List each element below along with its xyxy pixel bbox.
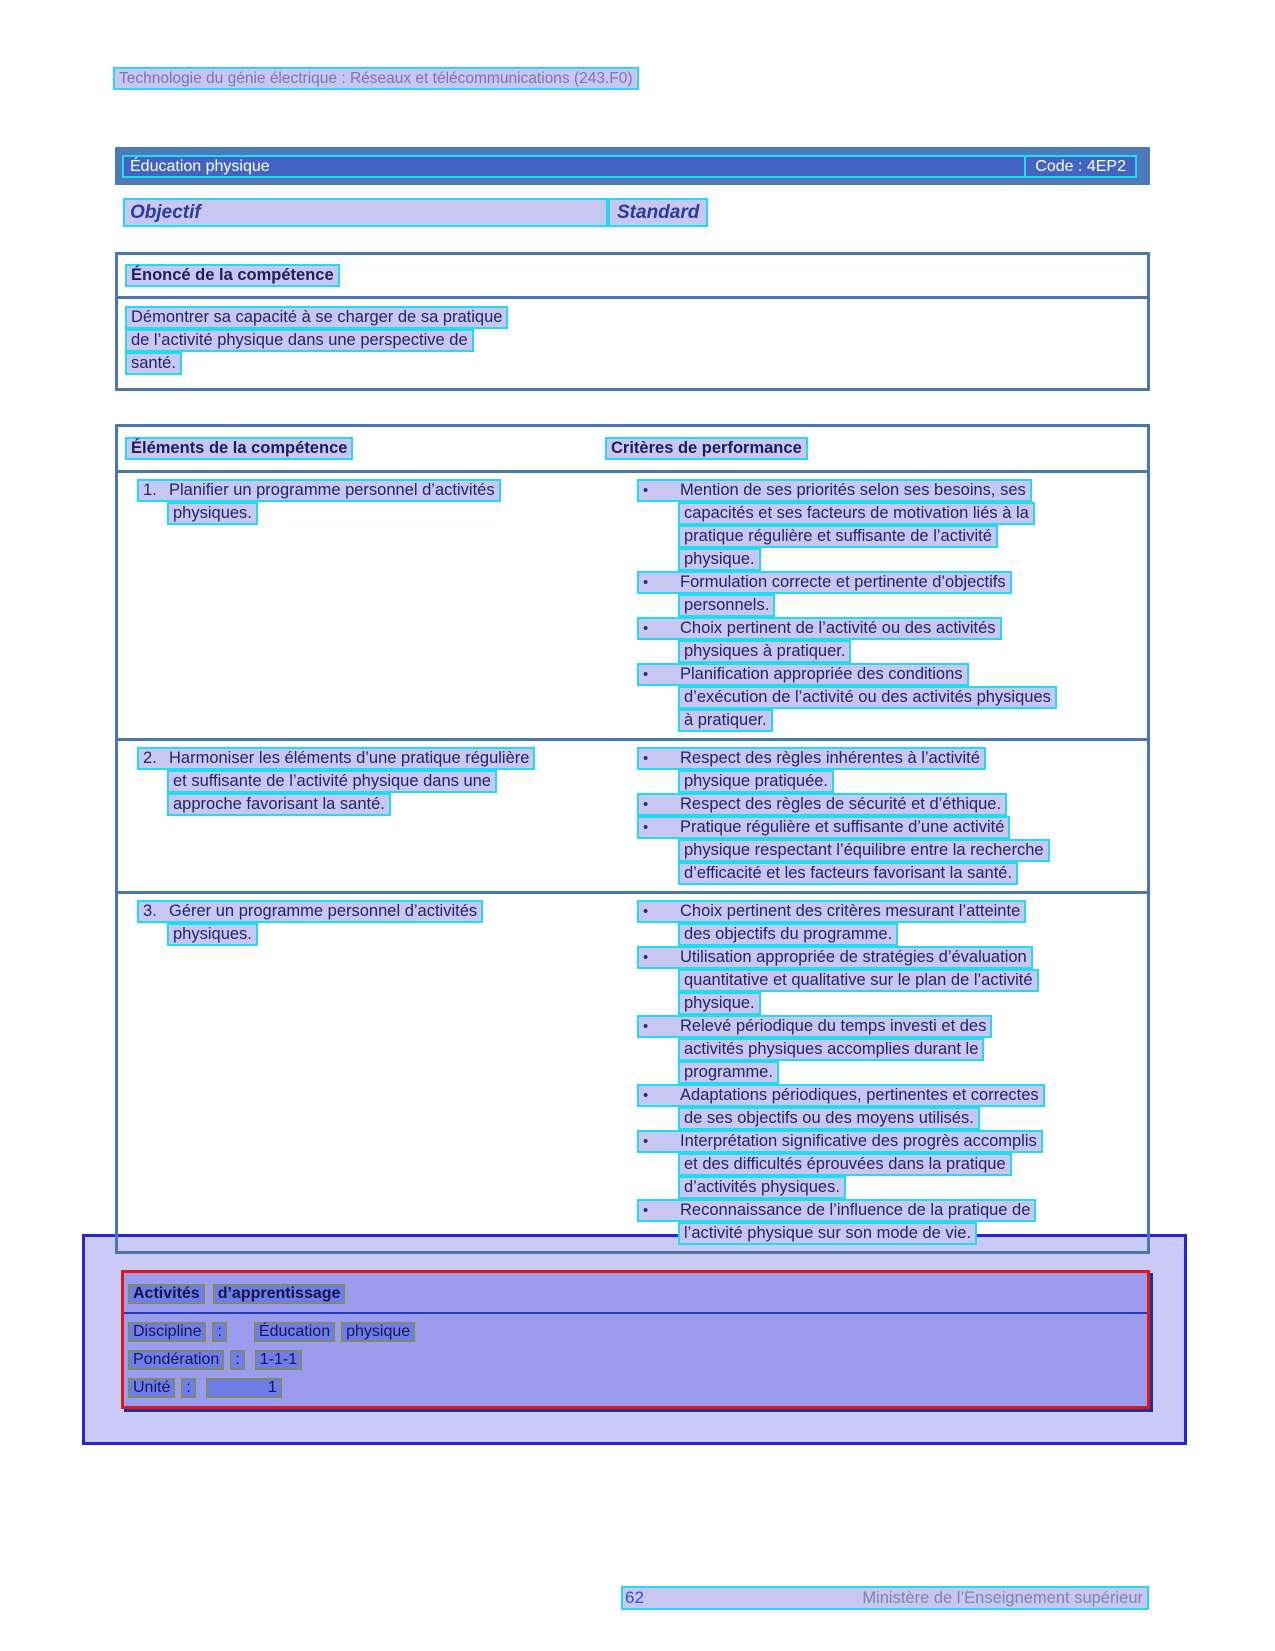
criterion-line: physique. bbox=[678, 992, 1147, 1015]
unite-colon: : bbox=[181, 1378, 195, 1398]
criterion-line: de ses objectifs ou des moyens utilisés. bbox=[678, 1107, 1147, 1130]
bullet-icon: • bbox=[643, 949, 649, 966]
criterion-line: à pratiquer. bbox=[678, 709, 1147, 732]
bullet-icon: • bbox=[643, 482, 649, 499]
criterion-line: personnels. bbox=[678, 594, 1147, 617]
subject-title-bar bbox=[115, 147, 1150, 185]
discipline-colon: : bbox=[212, 1322, 226, 1342]
objectif-heading: Objectif bbox=[123, 198, 608, 227]
bullet-icon: • bbox=[643, 750, 649, 767]
criterion-line: • Respect des règles de sécurité et d’éthique. bbox=[637, 793, 1147, 816]
program-header-text: Technologie du génie électrique : Réseaux et télécommunications (243.F0) bbox=[113, 67, 639, 90]
element-line: 3. Gérer un programme personnel d’activités bbox=[137, 900, 605, 923]
criterion-line: quantitative et qualitative sur le plan de l’activité bbox=[678, 969, 1147, 992]
criterion-line: des objectifs du programme. bbox=[678, 923, 1147, 946]
enonce-title: Énoncé de la compétence bbox=[125, 264, 340, 287]
learning-activities-title: Activités bbox=[128, 1284, 205, 1304]
element-line: 1. Planifier un programme personnel d’activités bbox=[137, 479, 605, 502]
ponderation-colon: : bbox=[230, 1350, 244, 1370]
section-headings bbox=[123, 198, 708, 227]
criterion-line: physique pratiquée. bbox=[678, 770, 1147, 793]
table-row bbox=[118, 473, 1147, 738]
criterion-line: • Formulation correcte et pertinente d’objectifs bbox=[637, 571, 1147, 594]
page-footer bbox=[621, 1586, 1149, 1610]
discipline-label: Discipline bbox=[128, 1322, 206, 1342]
ponderation-label: Pondération bbox=[128, 1350, 224, 1370]
criteria-cell bbox=[605, 747, 1147, 885]
enonce-title-row bbox=[118, 255, 1147, 299]
criterion-line: pratique régulière et suffisante de l’activité bbox=[678, 525, 1147, 548]
bullet-icon: • bbox=[643, 1087, 649, 1104]
element-cell bbox=[118, 900, 605, 1245]
discipline-row: Discipline : Éducation physique bbox=[128, 1322, 1147, 1343]
criterion-line: • Choix pertinent de l’activité ou des activités bbox=[637, 617, 1147, 640]
learning-activities-panel bbox=[121, 1270, 1150, 1409]
enonce-box bbox=[115, 252, 1150, 391]
criterion-line: capacités et ses facteurs de motivation liés à la bbox=[678, 502, 1147, 525]
bullet-icon: • bbox=[643, 1018, 649, 1035]
criterion-line: • Mention de ses priorités selon ses besoins, ses bbox=[637, 479, 1147, 502]
bullet-icon: • bbox=[643, 574, 649, 591]
course-code: Code : 4EP2 bbox=[1024, 157, 1135, 176]
element-cell bbox=[118, 747, 605, 885]
criterion-line: et des difficultés éprouvées dans la pratique bbox=[678, 1153, 1147, 1176]
table-header-row bbox=[118, 427, 1147, 473]
criterion-line: • Choix pertinent des critères mesurant l’atteinte bbox=[637, 900, 1147, 923]
criterion-line: • Utilisation appropriée de stratégies d’évaluation bbox=[637, 946, 1147, 969]
criterion-line: physique. bbox=[678, 548, 1147, 571]
element-line: physiques. bbox=[167, 923, 605, 946]
title-bar-highlight bbox=[122, 155, 1137, 178]
criterion-line: • Interprétation significative des progrès accomplis bbox=[637, 1130, 1147, 1153]
bullet-icon: • bbox=[643, 796, 649, 813]
enonce-line: santé. bbox=[125, 352, 1147, 375]
ministry-name: Ministère de l’Enseignement supérieur bbox=[862, 1588, 1143, 1607]
competence-table bbox=[115, 424, 1150, 1254]
criterion-line: physique respectant l’équilibre entre la recherche bbox=[678, 839, 1147, 862]
enonce-line: Démontrer sa capacité à se charger de sa pratique bbox=[125, 306, 1147, 329]
ponderation-row bbox=[128, 1350, 1147, 1371]
bullet-icon: • bbox=[643, 1202, 649, 1219]
element-line: approche favorisant la santé. bbox=[167, 793, 605, 816]
bullet-icon: • bbox=[643, 819, 649, 836]
criterion-line: activités physiques accomplies durant le bbox=[678, 1038, 1147, 1061]
standard-heading: Standard bbox=[608, 198, 708, 227]
unite-row bbox=[128, 1378, 1147, 1399]
table-row bbox=[118, 891, 1147, 1251]
ponderation-value: 1-1-1 bbox=[255, 1350, 302, 1370]
subject-name: Éducation physique bbox=[130, 157, 270, 175]
criterion-line: • Respect des règles inhérentes à l’activité bbox=[637, 747, 1147, 770]
bullet-icon: • bbox=[643, 620, 649, 637]
element-line: physiques. bbox=[167, 502, 605, 525]
bullet-icon: • bbox=[643, 1133, 649, 1150]
enonce-body bbox=[118, 299, 1147, 375]
unite-label: Unité bbox=[128, 1378, 175, 1398]
table-row bbox=[118, 738, 1147, 891]
criterion-line: • Planification appropriée des conditions bbox=[637, 663, 1147, 686]
criterion-line: d’activités physiques. bbox=[678, 1176, 1147, 1199]
learning-activities-rows bbox=[124, 1314, 1147, 1399]
discipline-value: Éducation bbox=[254, 1322, 335, 1342]
element-cell bbox=[118, 479, 605, 732]
criterion-line: physiques à pratiquer. bbox=[678, 640, 1147, 663]
criterion-line: • Adaptations périodiques, pertinentes et correctes bbox=[637, 1084, 1147, 1107]
bullet-icon: • bbox=[643, 903, 649, 920]
unite-value: 1 bbox=[206, 1378, 282, 1398]
element-line: et suffisante de l’activité physique dans une bbox=[167, 770, 605, 793]
criteria-cell bbox=[605, 900, 1147, 1245]
criteria-cell bbox=[605, 479, 1147, 732]
criterion-line: • Relevé périodique du temps investi et des bbox=[637, 1015, 1147, 1038]
enonce-line: de l’activité physique dans une perspective de bbox=[125, 329, 1147, 352]
learning-activities-title-row: Activités d’apprentissage bbox=[124, 1273, 1147, 1314]
page-number: 62 bbox=[625, 1588, 644, 1607]
bullet-icon: • bbox=[643, 666, 649, 683]
criterion-line: l’activité physique sur son mode de vie. bbox=[678, 1222, 1147, 1245]
criterion-line: d’exécution de l’activité ou des activités physiques bbox=[678, 686, 1147, 709]
col2-header: Critères de performance bbox=[605, 437, 808, 460]
criterion-line: • Reconnaissance de l’influence de la pratique de bbox=[637, 1199, 1147, 1222]
criterion-line: programme. bbox=[678, 1061, 1147, 1084]
col1-header: Éléments de la compétence bbox=[125, 437, 353, 460]
criterion-line: d’efficacité et les facteurs favorisant la santé. bbox=[678, 862, 1147, 885]
element-line: 2. Harmoniser les éléments d’une pratique régulière bbox=[137, 747, 605, 770]
program-header bbox=[113, 67, 639, 90]
criterion-line: • Pratique régulière et suffisante d’une activité bbox=[637, 816, 1147, 839]
